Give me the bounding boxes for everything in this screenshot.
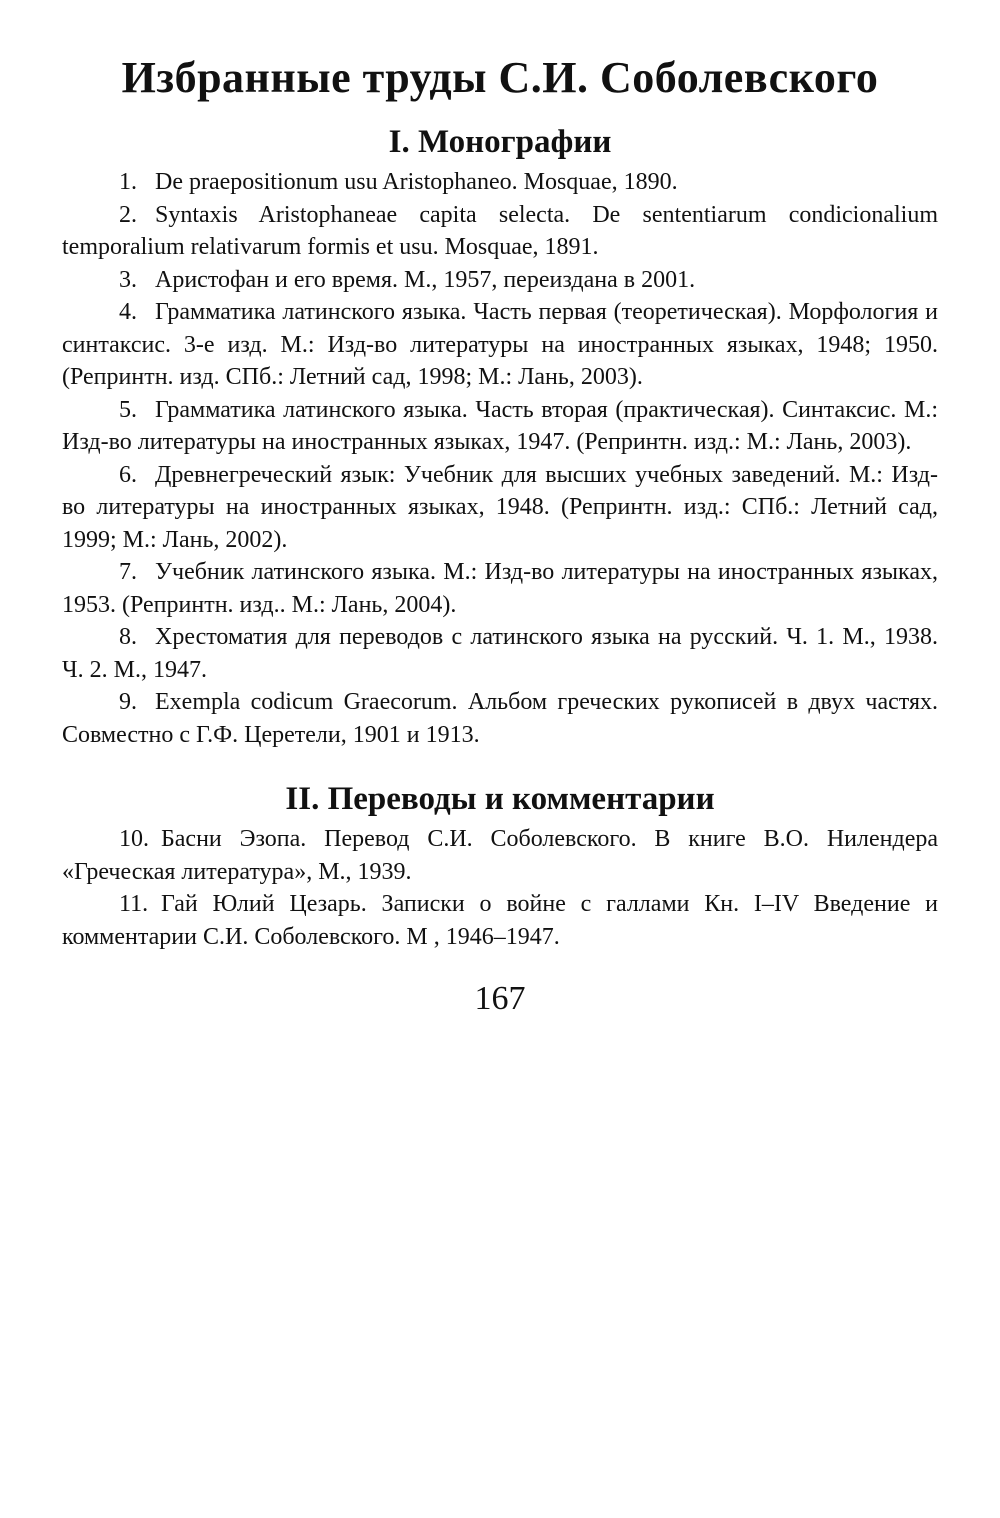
entry-text: Басни Эзопа. Перевод С.И. Соболевского. В книге В.О. Нилендера «Греческая литература», М., 1939. xyxy=(62,826,938,885)
entry-text: Аристофан и его время. М., 1957, переиздана в 2001. xyxy=(155,266,696,293)
entry-text: Грамматика латинского языка. Часть первая (теоретическая). Морфология и синтаксис. 3-е изд. М.: Изд-во литературы на иностранных языках, 1948; 1950. (Репринтн. изд. СПб.: Летний сад, 1998; М.: Лань, 2003). xyxy=(62,299,938,390)
bibliography-entry xyxy=(62,264,938,297)
entry-text: Грамматика латинского языка. Часть вторая (практическая). Синтаксис. М.: Изд-во литературы на иностранных языках, 1947. (Репринтн. изд.: М.: Лань, 2003). xyxy=(62,396,938,455)
entry-text: Гай Юлий Цезарь. Записки о войне с галлами Кн. I–IV Введение и комментарии С.И. Соболевского. М , 1946–1947. xyxy=(62,891,938,950)
entry-number: 5. xyxy=(119,396,137,423)
bibliography-entry xyxy=(62,394,938,459)
bibliography-entry xyxy=(62,296,938,394)
entry-number: 4. xyxy=(119,299,137,325)
entry-number: 10. xyxy=(119,826,149,852)
section-heading-translations: II. Переводы и комментарии xyxy=(285,781,715,817)
entry-text: De praepositionum usu Aristophaneo. Mosquae, 1890. xyxy=(155,169,678,195)
translations-list xyxy=(62,823,938,953)
entry-number: 7. xyxy=(119,559,137,585)
bibliography-entry xyxy=(62,823,938,888)
page-title: Избранные труды С.И. Соболевского xyxy=(121,53,879,102)
bibliography-entry xyxy=(62,556,938,621)
book-page xyxy=(62,52,938,1019)
entry-number: 11. xyxy=(119,891,149,917)
entry-number: 8. xyxy=(119,624,137,650)
entry-number: 2. xyxy=(119,201,137,228)
bibliography-entry xyxy=(62,621,938,686)
bibliography-entry xyxy=(62,199,938,264)
page-number: 167 xyxy=(474,980,526,1017)
bibliography-entry xyxy=(62,888,938,953)
entry-text: Exempla codicum Graecorum. Альбом греческих рукописей в двух частях. Совместно с Г.Ф. Церетели, 1901 и 1913. xyxy=(62,689,938,748)
entry-text: Учебник латинского языка. М.: Изд-во литературы на иностранных языках, 1953. (Репринтн. изд.. М.: Лань, 2004). xyxy=(62,559,938,618)
section-heading-monographs: I. Монографии xyxy=(388,124,612,160)
entry-number: 9. xyxy=(119,689,137,715)
entry-text: Древнегреческий язык: Учебник для высших учебных заведений. М.: Изд-во литературы на иностранных языках, 1948. (Репринтн. изд.: СПб.: Летний сад, 1999; М.: Лань, 2002). xyxy=(62,461,938,553)
bibliography-entry xyxy=(62,686,938,751)
bibliography-entry xyxy=(62,459,938,557)
monographs-list xyxy=(62,166,938,751)
entry-number: 6. xyxy=(119,461,137,488)
bibliography-entry xyxy=(62,166,938,199)
entry-number: 1. xyxy=(119,169,137,195)
entry-number: 3. xyxy=(119,266,137,293)
entry-text: Хрестоматия для переводов с латинского языка на русский. Ч. 1. М., 1938. Ч. 2. М., 1947. xyxy=(62,624,938,683)
entry-text: Syntaxis Aristophaneae capita selecta. De sententiarum condicionalium temporalium relativarum formis et usu. Mosquae, 1891. xyxy=(62,201,938,260)
